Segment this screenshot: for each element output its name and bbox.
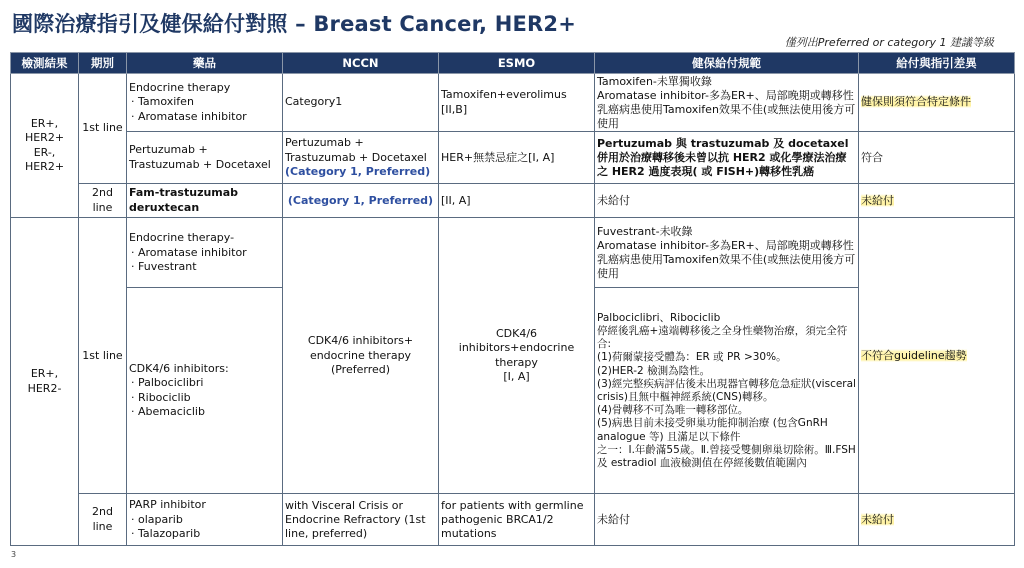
nccn-text: Pertuzumab + Trastuzumab + Docetaxel: [285, 136, 427, 164]
highlighted-text: 不符合guideline趨勢: [861, 348, 967, 362]
nccn-category: (Category 1, Preferred): [283, 184, 439, 218]
drug-title: CDK4/6 inhibitors:: [129, 361, 229, 375]
table-header-row: [11, 53, 1015, 74]
nhi-cell: Fuvestrant-未收錄 Aromatase inhibitor-多為ER+、局部晚期或轉移性乳癌病患使用Tamoxifen效果不佳(或無法使用後方可使用: [595, 218, 859, 288]
nccn-category: (Category 1, Preferred): [285, 165, 431, 179]
esmo-cell: HER+無禁忌症之[I, A]: [439, 132, 595, 184]
drug-item: · Talazoparib: [131, 527, 201, 541]
nhi-cell: Tamoxifen-未單獨收錄 Aromatase inhibitor-多為ER+、局部晚期或轉移性乳癌病患使用Tamoxifen效果不佳(或無法使用後方可使用: [595, 74, 859, 132]
nccn-cell: [283, 132, 439, 184]
esmo-cell: [II, A]: [439, 184, 595, 218]
header-stage: 期別: [79, 53, 127, 74]
table-row: [11, 494, 1015, 546]
highlighted-text: 未給付: [861, 193, 894, 207]
header-esmo: ESMO: [439, 53, 595, 74]
test-result-cell: ER+, HER2-: [11, 218, 79, 546]
header-nhi-rules: 健保給付規範: [595, 53, 859, 74]
drug-item: · Abemaciclib: [131, 405, 205, 419]
nhi-cell: Pertuzumab 與 trastuzumab 及 docetaxel 併用於治療轉移後未曾以抗 HER2 或化學療法治療之 HER2 過度表現( 或 FISH+)轉移性乳癌: [595, 132, 859, 184]
esmo-cell: CDK4/6 inhibitors+endocrine therapy [I, A]: [439, 218, 595, 494]
recommendation-note: 僅列出Preferred or category 1 建議等級: [784, 36, 994, 49]
nccn-cell: with Visceral Crisis or Endocrine Refractory (1st line, preferred): [283, 494, 439, 546]
drug-cell: [127, 494, 283, 546]
drug-title: Endocrine therapy-: [129, 231, 235, 245]
drug-item: · Aromatase inhibitor: [131, 245, 247, 259]
header-drug: 藥品: [127, 53, 283, 74]
drug-item: · Aromatase inhibitor: [131, 109, 247, 123]
page-title: 國際治療指引及健保給付對照 – Breast Cancer, HER2+: [12, 12, 577, 36]
stage-cell: 1st line: [79, 218, 127, 494]
nccn-cell: CDK4/6 inhibitors+ endocrine therapy (Preferred): [283, 218, 439, 494]
nhi-cell: Palbociclibri、Ribociclib 停經後乳癌+遠端轉移後之全身性藥物治療，須完全符合: (1)荷爾蒙接受體為：ER 或 PR >30%。 (2)HER-2 檢測為陰性。 (3)經完整疾病評估後未出現器官轉移危急症狀(visceral crisis)且無中樞神經系統(CNS)轉移。 (4)骨轉移不可為唯一轉移部位。 (5)病患目前未接受卵巢功能抑制治療 (包含GnRH analogue 等) 且滿足以下條件 之一：Ⅰ.年齡滿55歲。Ⅱ.曾接受雙側卵巢切除術。Ⅲ.FSH 及 estradiol 血液檢測值在停經後數值範圍內: [595, 288, 859, 494]
comparison-table: [10, 52, 1015, 546]
nccn-cell: Category1: [283, 74, 439, 132]
esmo-cell: for patients with germline pathogenic BRCA1/2 mutations: [439, 494, 595, 546]
drug-item: · Palbociclibri: [131, 376, 204, 390]
difference-cell: 符合: [859, 132, 1015, 184]
drug-cell: [127, 74, 283, 132]
nhi-cell: 未給付: [595, 494, 859, 546]
drug-item: · olaparib: [131, 512, 183, 526]
page-number: 3: [11, 550, 17, 559]
drug-item: · Ribociclib: [131, 390, 191, 404]
drug-item: · Tamoxifen: [131, 95, 194, 109]
nhi-cell: 未給付: [595, 184, 859, 218]
drug-title: PARP inhibitor: [129, 498, 206, 512]
header-nccn: NCCN: [283, 53, 439, 74]
stage-cell: 2nd line: [79, 184, 127, 218]
table-row: [11, 74, 1015, 132]
esmo-cell: Tamoxifen+everolimus [II,B]: [439, 74, 595, 132]
drug-cell: Fam-trastuzumab deruxtecan: [127, 184, 283, 218]
table-row: [11, 184, 1015, 218]
stage-cell: 1st line: [79, 74, 127, 184]
header-difference: 給付與指引差異: [859, 53, 1015, 74]
drug-cell: [127, 288, 283, 494]
drug-cell: Pertuzumab + Trastuzumab + Docetaxel: [127, 132, 283, 184]
test-result-cell: ER+, HER2+ ER-, HER2+: [11, 74, 79, 218]
stage-cell: 2nd line: [79, 494, 127, 546]
highlighted-text: 未給付: [861, 512, 894, 526]
difference-cell: [859, 74, 1015, 132]
drug-title: Endocrine therapy: [129, 80, 231, 94]
header-test-result: 檢測結果: [11, 53, 79, 74]
table-row: [11, 132, 1015, 184]
difference-cell: [859, 494, 1015, 546]
difference-cell: [859, 218, 1015, 494]
highlighted-text: 健保則須符合特定條件: [861, 95, 971, 109]
difference-cell: [859, 184, 1015, 218]
table-row: [11, 218, 1015, 288]
drug-cell: [127, 218, 283, 288]
drug-item: · Fuvestrant: [131, 260, 197, 274]
